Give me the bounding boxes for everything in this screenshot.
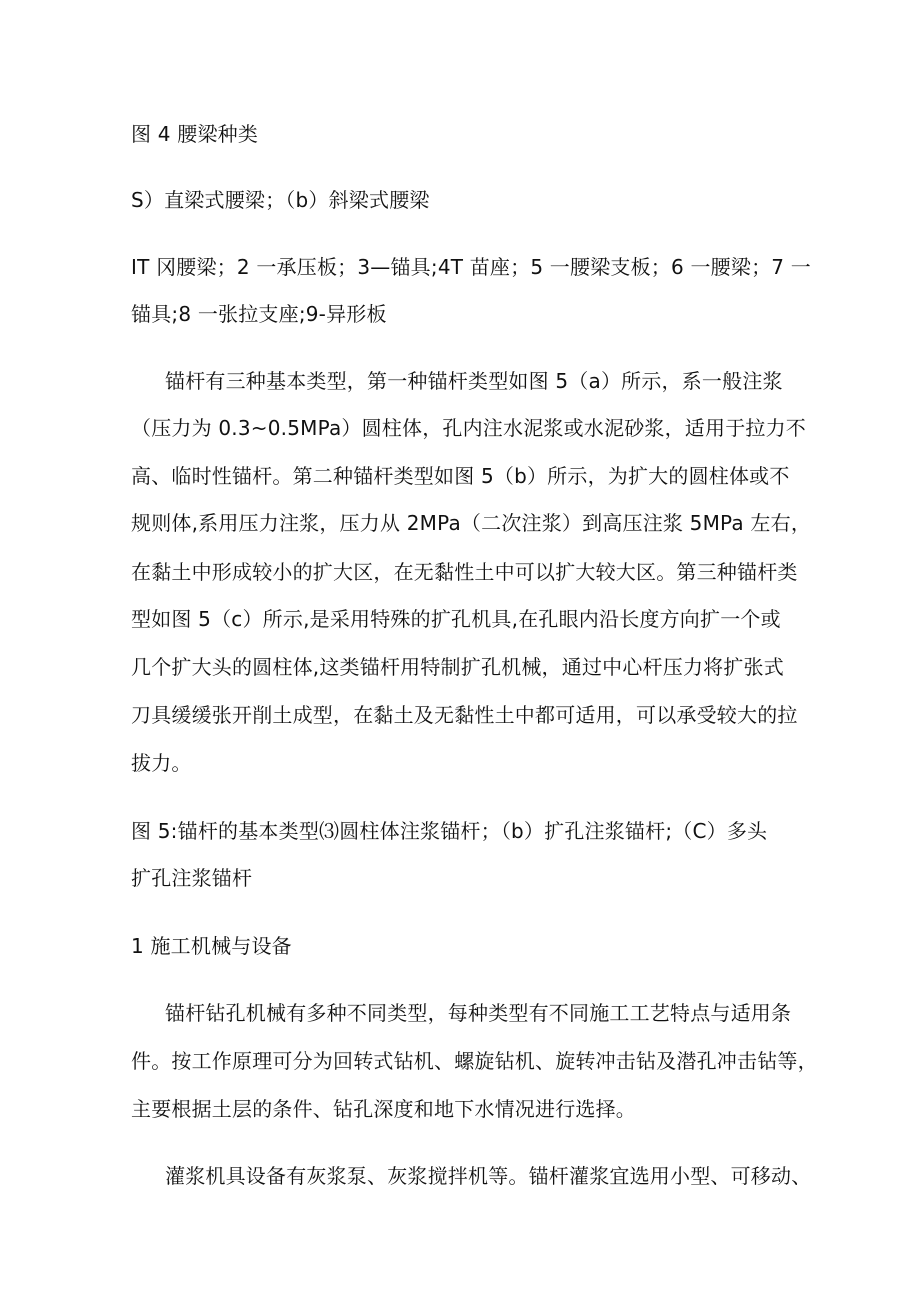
paragraph-drilling-line-1: 锚杆钻孔机械有多种不同类型，每种类型有不同施工工艺特点与适用条 xyxy=(165,1001,792,1025)
paragraph-anchor-types-line-8: 刀具缓缓张开削土成型，在黏土及无黏性土中都可适用，可以承受较大的拉 xyxy=(131,703,798,727)
paragraph-anchor-types-line-9: 拔力。 xyxy=(131,751,192,775)
figure-5-caption-line-1: 图 5:锚杆的基本类型⑶圆柱体注浆锚杆；（b）扩孔注浆锚杆;（C）多头 xyxy=(131,819,768,843)
figure-4-legend-line-2: 锚具;8 一张拉支座;9-异形板 xyxy=(131,302,387,326)
paragraph-anchor-types-line-5: 在黏土中形成较小的扩大区，在无黏性土中可以扩大较大区。第三种锚杆类 xyxy=(131,560,798,584)
paragraph-anchor-types-line-1: 锚杆有三种基本类型，第一种锚杆类型如图 5（a）所示，系一般注浆 xyxy=(165,369,783,393)
paragraph-anchor-types-line-3: 高、临时性锚杆。第二种锚杆类型如图 5（b）所示，为扩大的圆柱体或不 xyxy=(131,464,790,488)
paragraph-anchor-types-line-4: 规则体,系用压力注浆，压力从 2MPa（二次注浆）到高压注浆 5MPa 左右， xyxy=(131,511,812,535)
section-heading: 1 施工机械与设备 xyxy=(131,934,292,958)
figure-5-caption-line-2: 扩孔注浆锚杆 xyxy=(131,866,253,890)
paragraph-drilling-line-2: 件。按工作原理可分为回转式钻机、螺旋钻机、旋转冲击钻及潜孔冲击钻等， xyxy=(131,1049,818,1073)
paragraph-grouting-line-1: 灌浆机具设备有灰浆泵、灰浆搅拌机等。锚杆灌浆宜选用小型、可移动、 xyxy=(165,1164,812,1188)
figure-4-subcaption: S）直梁式腰梁；（b）斜梁式腰梁 xyxy=(131,188,430,212)
figure-4-legend-line-1: IT 冈腰梁；2 一承压板；3—锚具;4T 苗座；5 一腰梁支板；6 一腰梁；7 一 xyxy=(131,255,811,279)
paragraph-anchor-types-line-7: 几个扩大头的圆柱体,这类锚杆用特制扩孔机械，通过中心杆压力将扩张式 xyxy=(131,655,784,679)
figure-4-caption: 图 4 腰梁种类 xyxy=(131,122,259,146)
paragraph-drilling-line-3: 主要根据土层的条件、钻孔深度和地下水情况进行选择。 xyxy=(131,1097,636,1121)
paragraph-anchor-types-line-6: 型如图 5（c）所示,是采用特殊的扩孔机具,在孔眼内沿长度方向扩一个或 xyxy=(131,607,781,631)
paragraph-anchor-types-line-2: （压力为 0.3~0.5MPa）圆柱体，孔内注水泥浆或水泥砂浆，适用于拉力不 xyxy=(131,416,807,440)
